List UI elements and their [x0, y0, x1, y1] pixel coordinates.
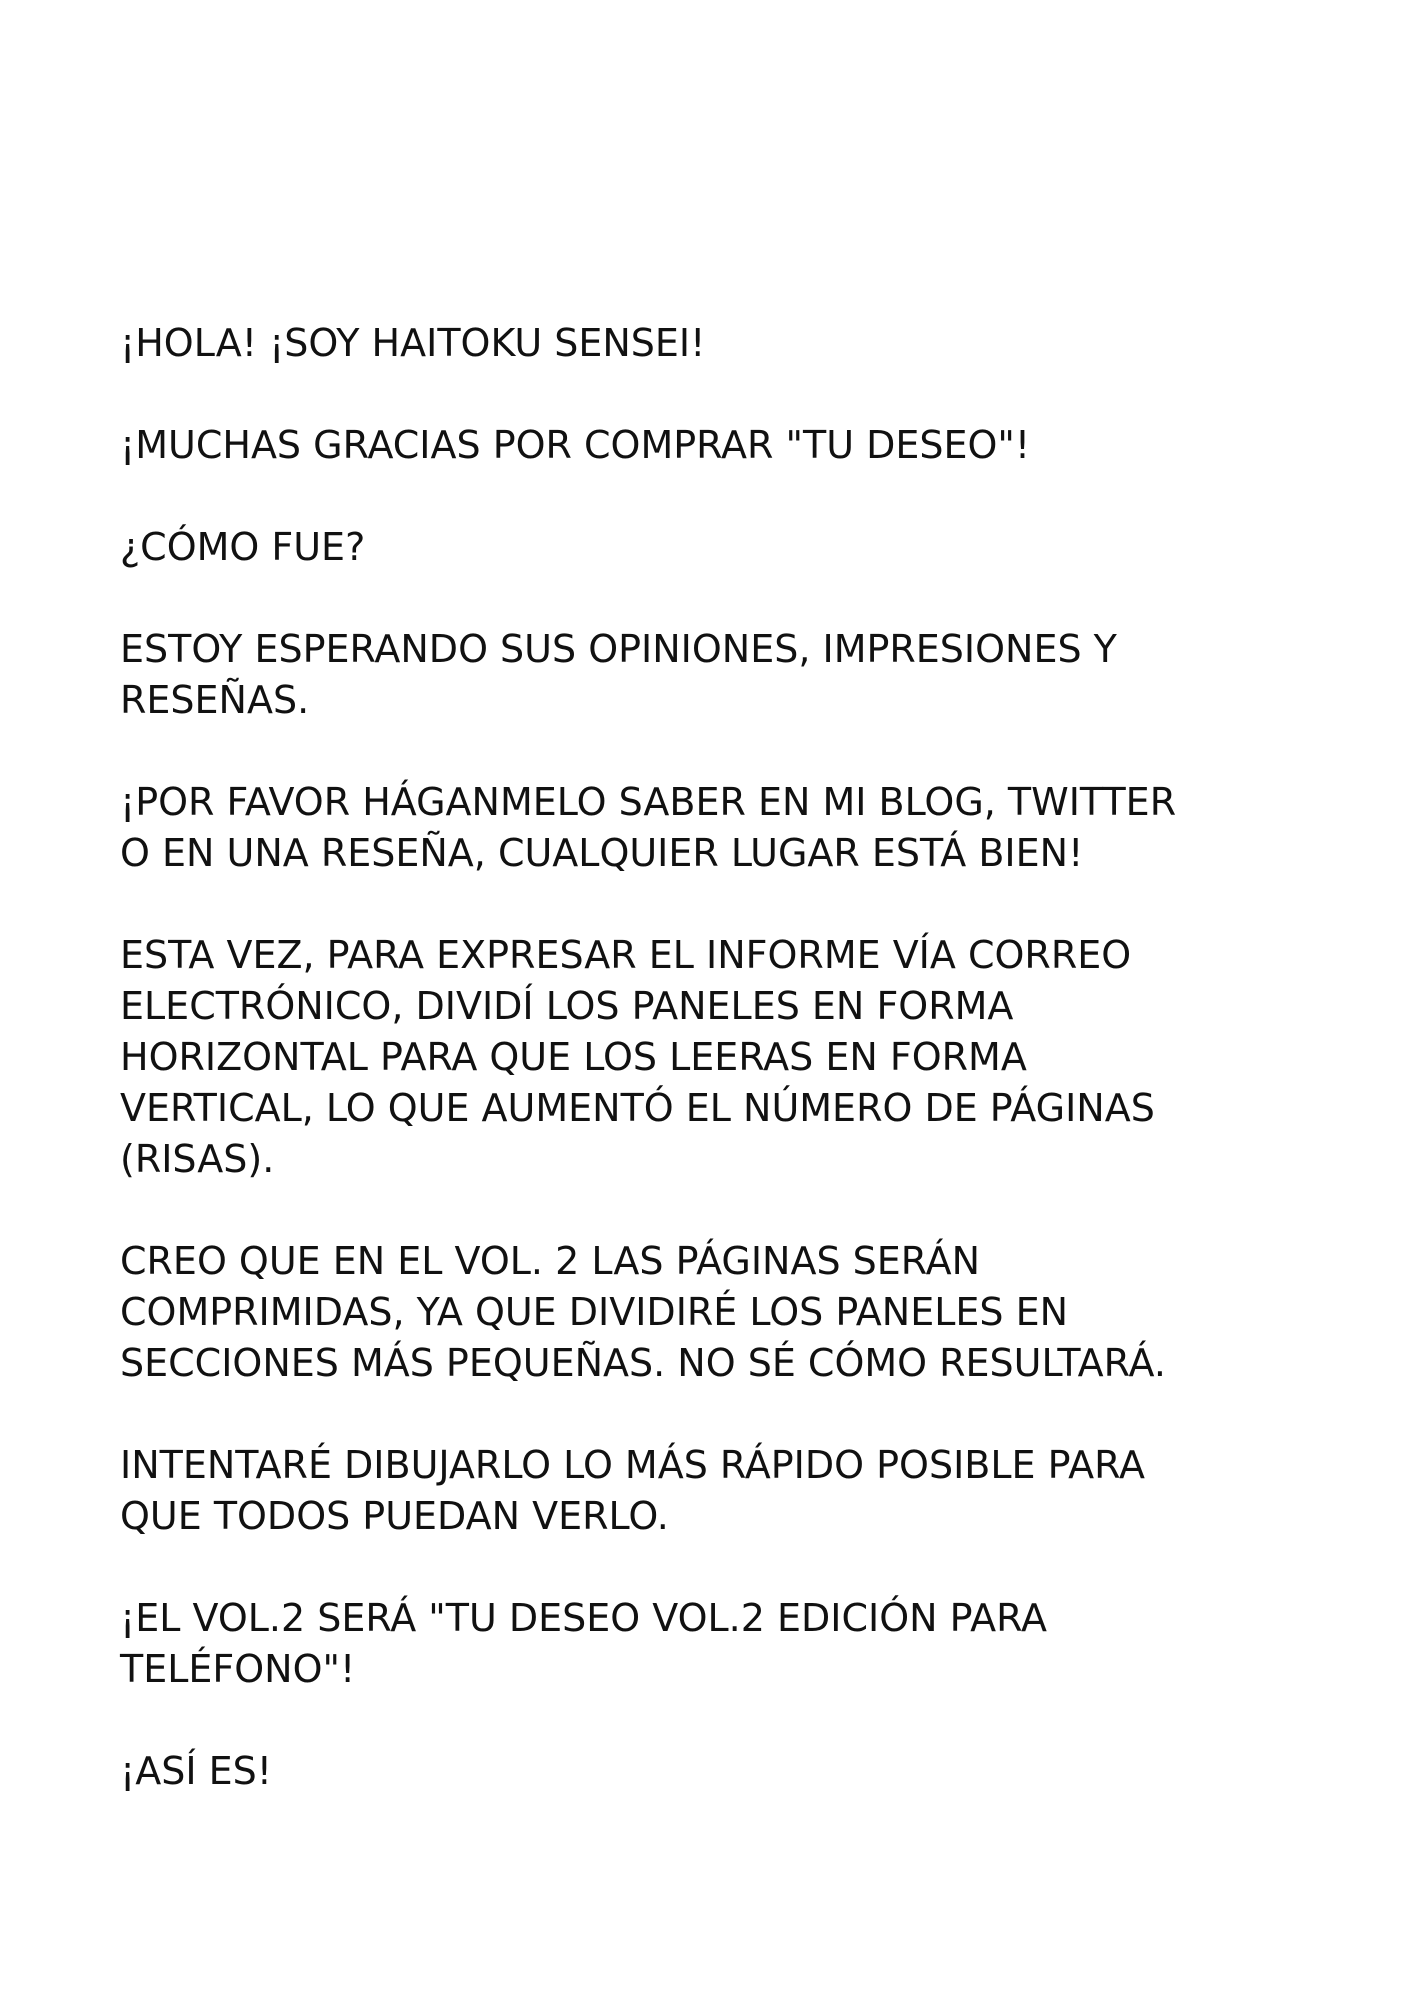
text-line: O EN UNA RESEÑA, CUALQUIER LUGAR ESTÁ BIEN! [120, 831, 1084, 875]
text-line: ¡ASÍ ES! [120, 1749, 272, 1793]
paragraph-thanks [120, 420, 1320, 471]
paragraph-question [120, 522, 1320, 573]
text-line: COMPRIMIDAS, YA QUE DIVIDIRÉ LOS PANELES EN [120, 1290, 1069, 1334]
text-line: ¡HOLA! ¡SOY HAITOKU SENSEI! [120, 321, 706, 365]
text-line: VERTICAL, LO QUE AUMENTÓ EL NÚMERO DE PÁGINAS [120, 1086, 1155, 1130]
paragraph-vol2-pages [120, 1236, 1320, 1389]
text-line: HORIZONTAL PARA QUE LOS LEERAS EN FORMA [120, 1035, 1027, 1079]
paragraph-waiting [120, 624, 1320, 726]
text-line: ¡MUCHAS GRACIAS POR COMPRAR "TU DESEO"! [120, 423, 1031, 467]
text-line: TELÉFONO"! [120, 1647, 356, 1691]
text-line: ELECTRÓNICO, DIVIDÍ LOS PANELES EN FORMA [120, 984, 1014, 1028]
paragraph-vol2-title [120, 1593, 1320, 1695]
author-note [120, 318, 1320, 1848]
text-line: RESEÑAS. [120, 678, 310, 722]
paragraph-greeting [120, 318, 1320, 369]
text-line: INTENTARÉ DIBUJARLO LO MÁS RÁPIDO POSIBLE PARA [120, 1443, 1145, 1487]
paragraph-format [120, 930, 1320, 1185]
text-line: SECCIONES MÁS PEQUEÑAS. NO SÉ CÓMO RESULTARÁ. [120, 1341, 1166, 1385]
text-line: (RISAS). [120, 1137, 275, 1181]
paragraph-feedback [120, 777, 1320, 879]
text-line: CREO QUE EN EL VOL. 2 LAS PÁGINAS SERÁN [120, 1239, 981, 1283]
text-line: QUE TODOS PUEDAN VERLO. [120, 1494, 669, 1538]
paragraph-drawing [120, 1440, 1320, 1542]
text-line: ¡EL VOL.2 SERÁ "TU DESEO VOL.2 EDICIÓN PARA [120, 1596, 1047, 1640]
text-line: ¿CÓMO FUE? [120, 525, 366, 569]
paragraph-closing [120, 1746, 1320, 1797]
text-line: ESTOY ESPERANDO SUS OPINIONES, IMPRESIONES Y [120, 627, 1117, 671]
text-line: ¡POR FAVOR HÁGANMELO SABER EN MI BLOG, TWITTER [120, 780, 1177, 824]
text-line: ESTA VEZ, PARA EXPRESAR EL INFORME VÍA CORREO [120, 933, 1132, 977]
